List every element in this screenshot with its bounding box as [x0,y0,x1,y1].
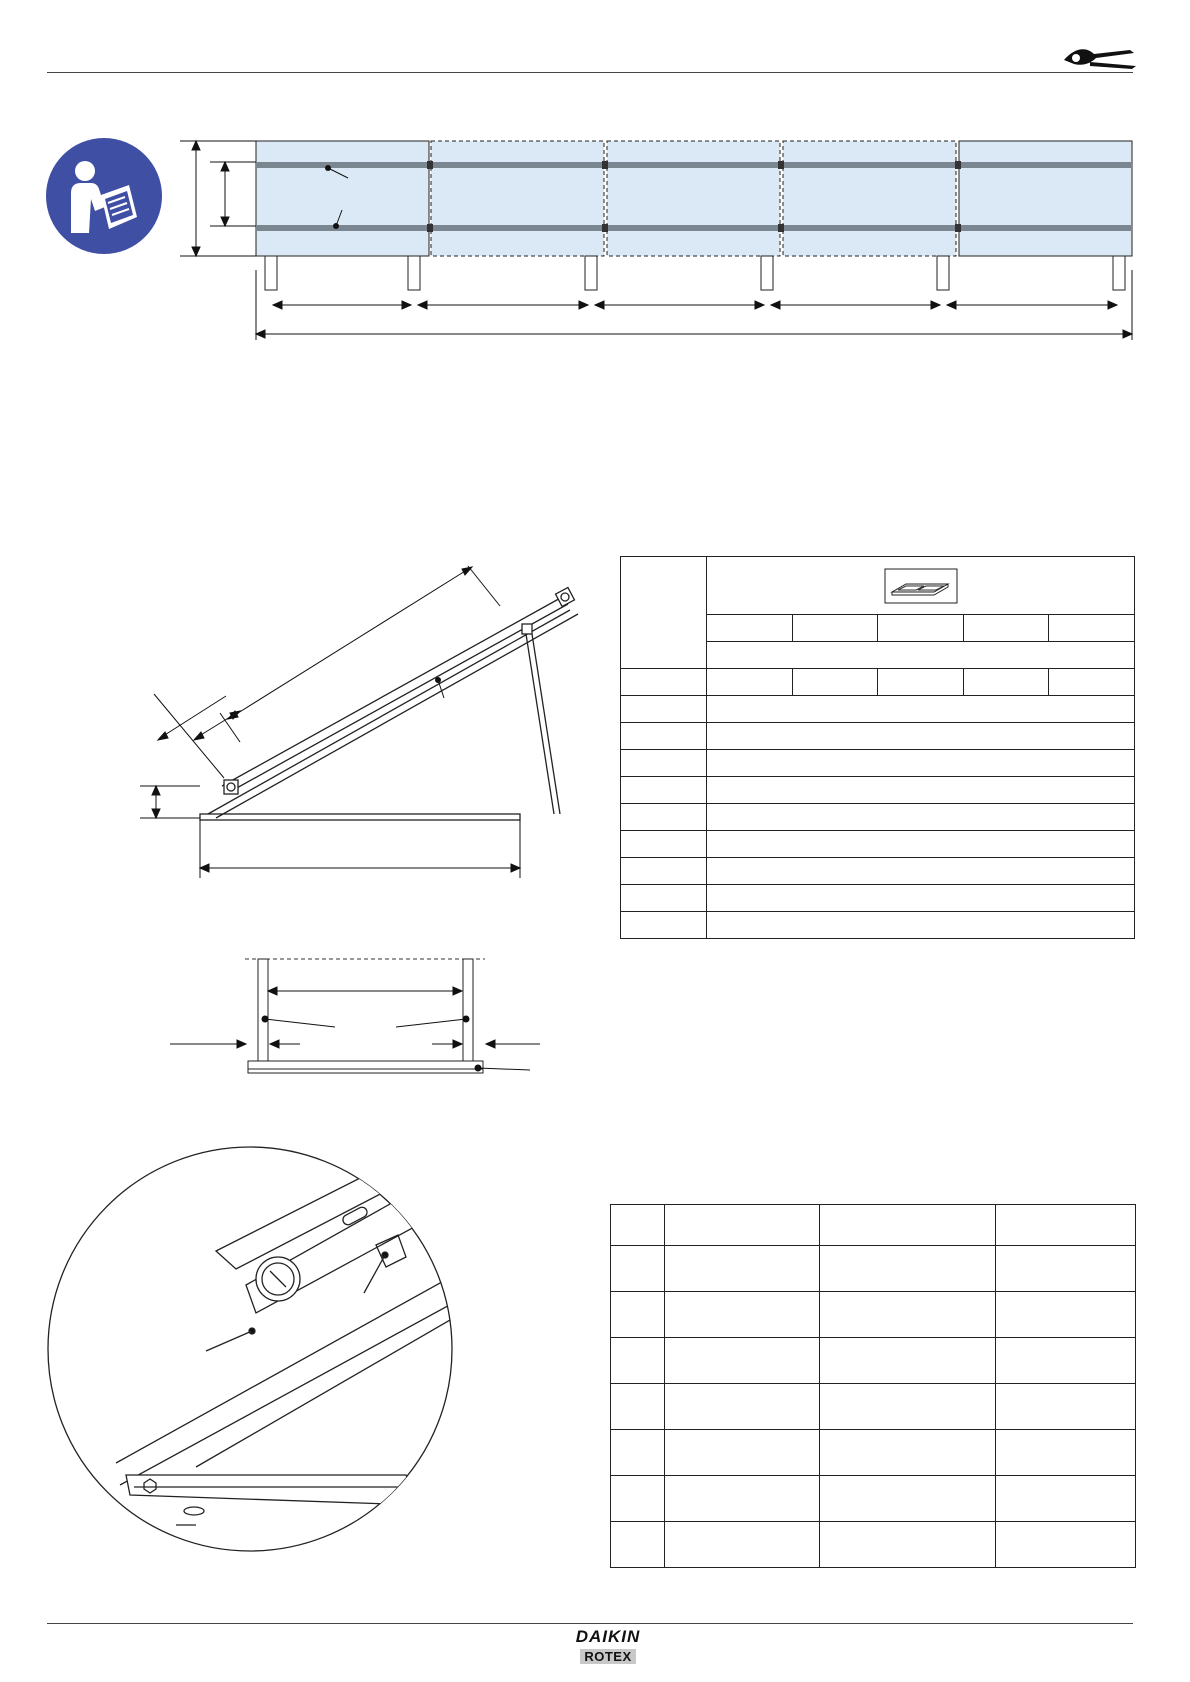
panel-5 [959,141,1132,256]
panel-1 [256,141,429,256]
panel-2 [431,141,604,256]
footer-rule [47,1623,1133,1624]
specs-table [620,556,1135,939]
specs-header-image-cell [707,557,1135,615]
tilted-frame-side-view [140,548,580,888]
header-rule [47,72,1133,73]
front-view-detail [160,955,540,1080]
zoom-detail-circle [46,1145,454,1553]
rotex-logo: ROTEX [580,1649,635,1664]
rail-bottom [256,225,1132,231]
torque-table [610,1204,1136,1568]
rail-top [256,162,1132,168]
panel-row-diagram [180,130,1140,345]
specs-header-corner [621,557,707,669]
daikin-logo: DAIKIN [575,1627,641,1646]
brand-wrench-icon [1060,40,1140,74]
footer-logo [568,1627,648,1666]
panel-3 [607,141,780,256]
collector-panel-icon [884,568,958,604]
read-manual-icon [45,137,163,255]
panel-4 [783,141,956,256]
